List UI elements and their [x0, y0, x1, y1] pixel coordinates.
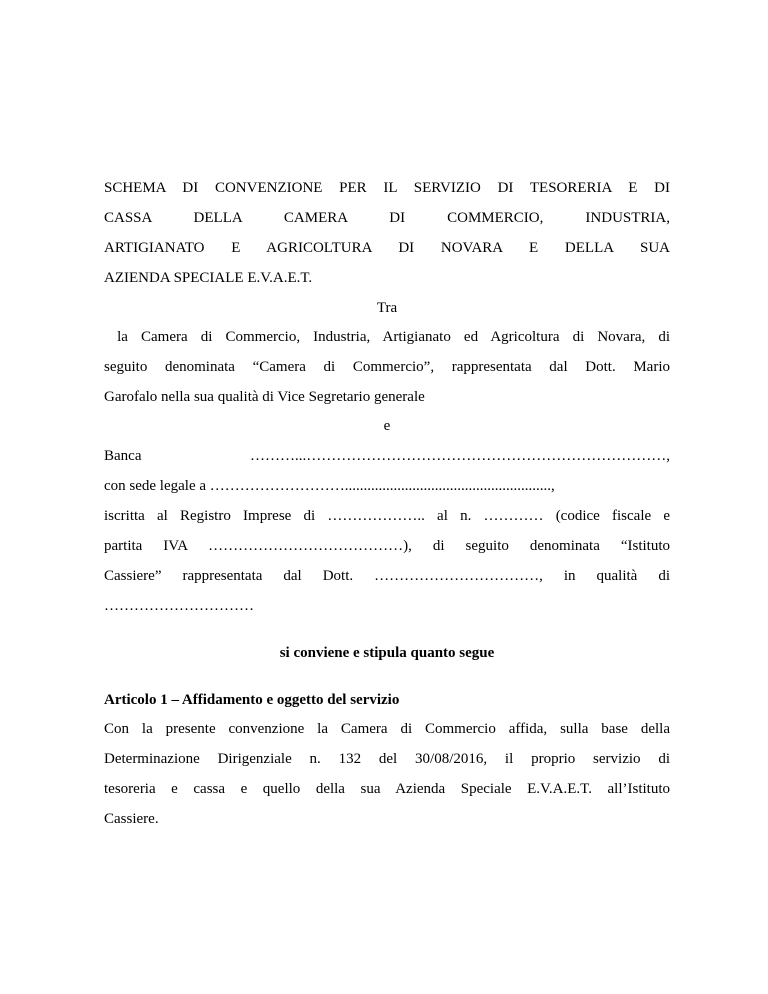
- party2-line-4: partita IVA …………………………………), di seguito denominata “Istituto: [104, 538, 670, 554]
- document-title-line-3: ARTIGIANATO E AGRICOLTURA DI NOVARA E DELLA SUA: [104, 240, 670, 256]
- party2-line-1: Banca ………...………………………………………………………………,: [104, 448, 670, 464]
- party1-line-3: Garofalo nella sua qualità di Vice Segretario generale: [104, 389, 425, 405]
- e-label: e: [383, 418, 391, 434]
- article-1-line-1: Con la presente convenzione la Camera di Commercio affida, sulla base della: [104, 721, 670, 737]
- tra-label: Tra: [376, 300, 398, 316]
- article-1-line-2: Determinazione Dirigenziale n. 132 del 30/08/2016, il proprio servizio di: [104, 751, 670, 767]
- article-1-line-4: Cassiere.: [104, 811, 159, 827]
- article-1-line-3: tesoreria e cassa e quello della sua Azienda Speciale E.V.A.E.T. all’Istituto: [104, 781, 670, 797]
- party2-line-5: Cassiere” rappresentata dal Dott. ……………………………, in qualità di: [104, 568, 670, 584]
- party2-line-3: iscritta al Registro Imprese di ……………….. al n. ………… (codice fiscale e: [104, 508, 670, 524]
- party1-line-1: la Camera di Commercio, Industria, Artigianato ed Agricoltura di Novara, di: [104, 329, 670, 345]
- party2-line-2: con sede legale a ……………………….......................................................,: [104, 478, 555, 494]
- document-title-line-1: SCHEMA DI CONVENZIONE PER IL SERVIZIO DI TESORERIA E DI: [104, 180, 670, 196]
- document-title-line-4: AZIENDA SPECIALE E.V.A.E.T.: [104, 270, 313, 286]
- agreement-heading: si conviene e stipula quanto segue: [279, 645, 495, 661]
- article-1-heading: Articolo 1 – Affidamento e oggetto del servizio: [104, 692, 400, 708]
- party2-line-6: …………………………: [104, 598, 254, 614]
- document-title-line-2: CASSA DELLA CAMERA DI COMMERCIO, INDUSTRIA,: [104, 210, 670, 226]
- party1-line-2: seguito denominata “Camera di Commercio”, rappresentata dal Dott. Mario: [104, 359, 670, 375]
